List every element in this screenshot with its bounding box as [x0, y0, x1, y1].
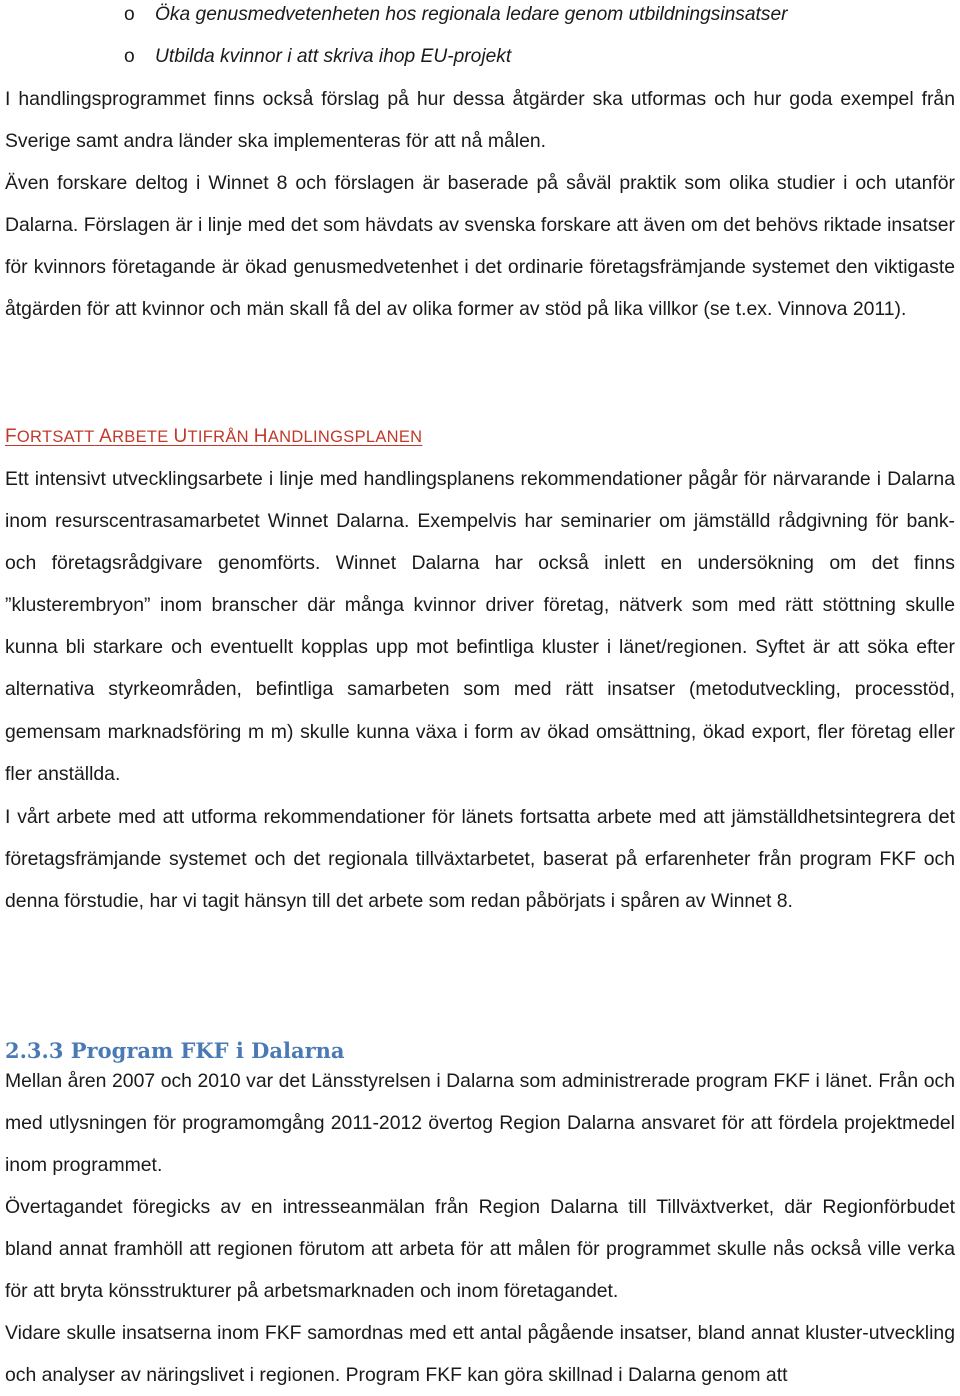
bullet-text: Utbilda kvinnor i att skriva ihop EU-projekt [155, 46, 512, 67]
section-heading: FORTSATT ARBETE UTIFRÅN HANDLINGSPLANEN [5, 426, 423, 447]
bullet-text: Öka genusmedvetenheten hos regionala ledare genom utbildningsinsatser [155, 4, 788, 25]
paragraph-coordination: Vidare skulle insatserna inom FKF samordnas med ett antal pågående insatser, bland annat kluster-utveckling och analyser av näringslivet i regionen. Program FKF kan göra skillnad i Dalarna genom att [5, 1322, 955, 1387]
paragraph-action-plan: I handlingsprogrammet finns också förslag på hur dessa åtgärder ska utformas och hur goda exempel från Sverige samt andra länder ska implementeras för att nå målen. [5, 88, 955, 153]
paragraph-takeover: Övertagandet föregicks av en intresseanmälan från Region Dalarna till Tillväxtverket, där Regionförbudet bland annat framhöll att regionen förutom att arbeta för att målen för programmet skulle nås också ville verka för att bryta könsstrukturer på arbetsmarknaden och inom företagandet. [5, 1196, 955, 1303]
paragraph-researchers: Även forskare deltog i Winnet 8 och förslagen är baserade på såväl praktik som olika studier i och utanför Dalarna. Förslagen är i linje med det som hävdats av svenska forskare att även om det behövs riktade insatser för kvinnors företagande är ökad genusmedvetenhet i det ordinarie företagsfrämjande systemet den viktigaste åtgärden för att kvinnor och män skall få del av olika former av stöd på lika villkor (se t.ex. Vinnova 2011). [5, 172, 955, 321]
paragraph-our-work: I vårt arbete med att utforma rekommendationer för länets fortsatta arbete med att jämställdhetsintegrera det företagsfrämjande systemet och det regionala tillväxtarbetet, baserat på erfarenheter från program FKF och denna förstudie, har vi tagit hänsyn till det arbete som redan påbörjats i spåren av Winnet 8. [5, 806, 955, 913]
bullet-marker: o [124, 4, 135, 25]
subsection-heading: 2.3.3 Program FKF i Dalarna [5, 1038, 345, 1063]
paragraph-program-admin: Mellan åren 2007 och 2010 var det Länsstyrelsen i Dalarna som administrerade program FKF i länet. Från och med utlysningen för programomgång 2011-2012 övertog Region Dalarna ansvaret för att fördela projektmedel inom programmet. [5, 1070, 955, 1177]
paragraph-development-work: Ett intensivt utvecklingsarbete i linje med handlingsplanens rekommendationer pågår för närvarande i Dalarna inom resurscentrasamarbetet Winnet Dalarna. Exempelvis har seminarier om jämställd rådgivning för bank- och företagsrådgivare genomförts. Winnet Dalarna har också inlett en undersökning om det finns ”klusterembryon” inom branscher där många kvinnor driver företag, nätverk som med rätt stöttning skulle kunna bli starkare och eventuellt kopplas upp mot befintliga kluster i länet/regionen. Syftet är att söka efter alternativa styrkeområden, befintliga samarbeten som med rätt insatser (metodutveckling, processtöd, gemensam marknadsföring m m) skulle kunna växa i form av ökad omsättning, ökad export, fler företag eller fler anställda. [5, 468, 955, 785]
bullet-marker: o [124, 46, 135, 67]
